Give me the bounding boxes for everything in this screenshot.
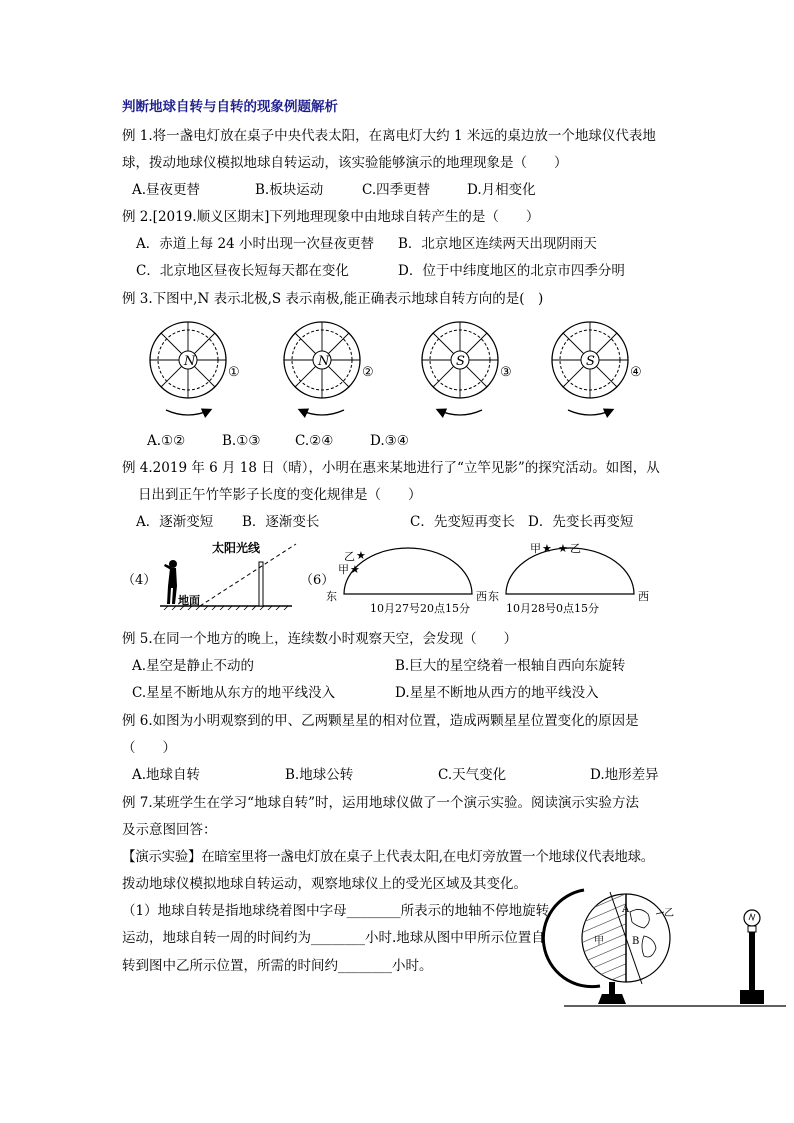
q4-option-d: D．先变长再变短 (528, 514, 634, 530)
bamboo-pole (259, 562, 263, 606)
star-label-jia-2: 甲 (530, 542, 541, 555)
q7-stem-line2: 及示意图回答： (122, 822, 217, 838)
sunlight-label: 太阳光线 (212, 541, 261, 555)
q1-option-d: D.月相变化 (467, 182, 536, 198)
time-label-2: 10月28号0点15分 (506, 602, 599, 615)
fig4-label: （4） (122, 573, 157, 588)
pole-label: N (184, 354, 196, 369)
q5-option-c: C.星星不断地从东方的地平线没入 (132, 685, 336, 701)
q4-stem-line2: 日出到正午竹竿影子长度的变化规律是（ ） (138, 487, 422, 503)
axis-label-a: A (622, 904, 630, 915)
q6-option-a: A.地球自转 (132, 767, 201, 783)
fig6-label: （6） (300, 573, 335, 588)
q2-stem: 例 2.[2019.顺义区期末]下列地理现象中由地球自转产生的是（ ） (122, 209, 540, 225)
east-label-1: 东 (326, 590, 337, 603)
q2-option-d: D．位于中纬度地区的北京市四季分明 (398, 263, 625, 279)
q2-option-a: A．赤道上每 24 小时出现一次昼夜更替 (136, 236, 375, 252)
q7-sub1-line3: 转到图中乙所示位置，所需的时间约________小时。 (122, 958, 433, 974)
lamp (740, 910, 764, 1004)
q1-option-c: C.四季更替 (362, 182, 431, 198)
star-position-figure (300, 540, 649, 620)
q1-option-a: A.昼夜更替 (132, 182, 201, 198)
time-label-1: 10月27号20点15分 (370, 602, 470, 615)
rotation-arrow (438, 410, 482, 415)
q6-option-c: C.天气变化 (438, 767, 507, 783)
q5-stem: 例 5.在同一个地方的晚上，连续数小时观察天空，会发现（ ） (122, 631, 518, 647)
q5-option-b: B.巨大的星空绕着一根轴自西向东旋转 (395, 658, 626, 674)
q3-option-a: A.①② (147, 433, 186, 449)
q7-experiment-line1: 【演示实验】在暗室里将一盏电灯放在桌子上代表太阳,在电灯旁放置一个地球仪代表地球。 (122, 849, 654, 865)
q4-option-c: C．先变短再变长 (410, 514, 515, 530)
person-silhouette (164, 560, 177, 604)
globe-diagram-2 (284, 322, 374, 415)
q1-stem-line2: 球，拨动地球仪模拟地球自转运动，该实验能够演示的地理现象是（ ） (122, 155, 568, 171)
q4-stem-line1: 例 4.2019 年 6 月 18 日（晴），小明在惠来某地进行了“立竿见影”的探究活动。如图，从 (122, 460, 660, 476)
globe-diagram-1 (150, 322, 240, 415)
globe-number: ② (362, 365, 374, 380)
rotation-arrow (166, 410, 210, 415)
q7-sub1-line1: （1）地球自转是指地球绕着图中字母________所表示的地轴不停地旋转 (122, 903, 550, 919)
pole-label: N (318, 354, 330, 369)
globe-number: ④ (630, 365, 642, 380)
globe-diagram-3 (422, 322, 512, 415)
globe-diagram-4 (552, 322, 642, 415)
rotation-arrow (300, 410, 344, 415)
q3-option-c: C.②④ (295, 433, 334, 449)
q7-stem-line1: 例 7.某班学生在学习“地球自转”时，运用地球仪做了一个演示实验。阅读演示实验方法 (122, 795, 639, 811)
star-label-jia-1: 甲 (338, 563, 349, 576)
q3-option-b: B.①③ (222, 433, 261, 449)
rotation-arrow (568, 410, 612, 415)
pole-label: S (456, 354, 465, 369)
globe-number: ③ (500, 365, 512, 380)
q3-option-d: D.③④ (370, 433, 409, 449)
q6-option-b: B.地球公转 (285, 767, 354, 783)
q6-stem-line2: （ ） (122, 740, 176, 756)
q7-sub1-line2: 运动，地球自转一周的时间约为________小时.地球从图中甲所示位置自 (122, 930, 545, 946)
globe-stand-post (609, 982, 615, 994)
globe-stand-base (598, 994, 626, 1004)
axis-label-b: B (632, 936, 640, 947)
q4-option-b: B．逐渐变长 (242, 514, 320, 530)
q6-stem-line1: 例 6.如图为小明观察到的甲、乙两颗星星的相对位置，造成两颗星星位置变化的原因是 (122, 713, 639, 729)
q5-option-a: A.星空是静止不动的 (132, 658, 255, 674)
east-label-2: 东 (488, 590, 499, 603)
q6-option-d: D.地形差异 (590, 767, 659, 783)
globe-number: ① (228, 365, 240, 380)
q1-stem-line1: 例 1.将一盏电灯放在桌子中央代表太阳，在离电灯大约 1 米远的桌边放一个地球仪代表地 (122, 128, 656, 144)
west-label-1: 西 (476, 590, 487, 603)
q7-experiment-line2: 拨动地球仪模拟地球自转运动，观察地球仪上的受光区域及其变化。 (122, 876, 527, 892)
west-label-2: 西 (638, 590, 649, 603)
q2-option-b: B．北京地区连续两天出现阴雨天 (398, 236, 597, 252)
star-label-yi-1: 乙 (344, 550, 355, 563)
star-icon: ★ (356, 549, 366, 562)
q4-option-a: A．逐渐变短 (136, 514, 214, 530)
globe-lamp-figure (560, 882, 790, 1010)
star-icon: ★ (542, 542, 552, 555)
q2-option-c: C．北京地区昼夜长短每天都在变化 (136, 263, 349, 279)
position-label-yi: 乙 (664, 908, 674, 919)
q5-option-d: D.星星不断地从西方的地平线没入 (395, 685, 599, 701)
star-label-yi-2: 乙 (570, 542, 581, 555)
q3-stem: 例 3.下图中,N 表示北极,S 表示南极,能正确表示地球自转方向的是( ) (122, 291, 544, 307)
pole-label: S (586, 354, 595, 369)
q3-globes-figure (140, 318, 660, 430)
star-icon: ★ (558, 542, 568, 555)
ground-label: 地面 (178, 594, 200, 607)
star-icon: ★ (350, 563, 360, 576)
position-label-jia: 甲 (594, 936, 604, 947)
pole-shadow-figure (120, 536, 300, 616)
page-title: 判断地球自转与自转的现象例题解析 (122, 99, 338, 115)
q1-option-b: B.板块运动 (255, 182, 324, 198)
